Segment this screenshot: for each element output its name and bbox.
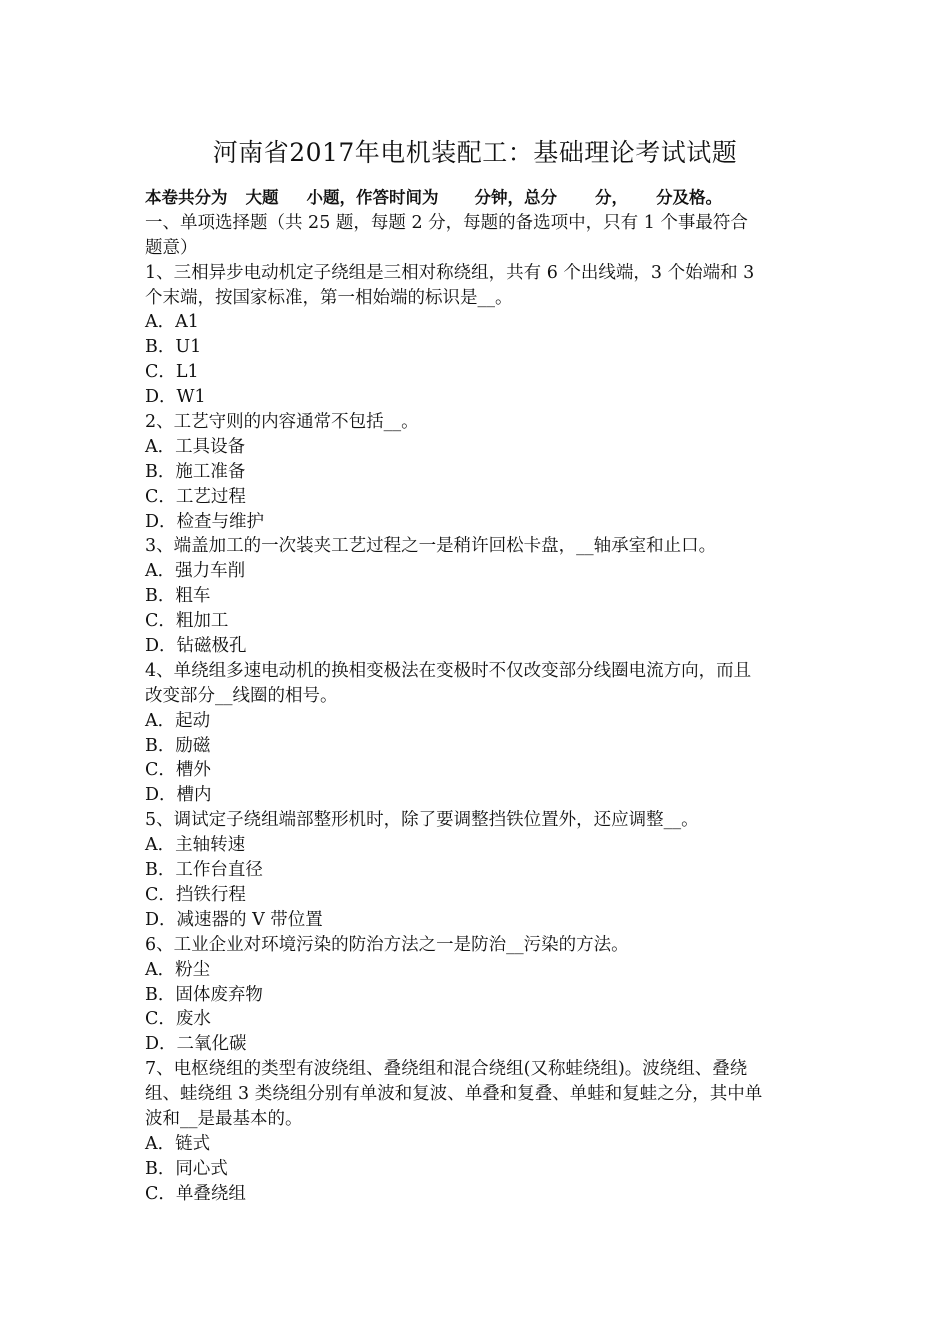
answer-option: C．单叠绕组: [145, 1183, 246, 1204]
answer-option: D．槽内: [145, 785, 212, 806]
answer-option: B．同心式: [145, 1158, 228, 1179]
intro-part-1: 本卷共分为: [145, 188, 228, 207]
answer-option: A．粉尘: [145, 959, 211, 980]
exam-intro: [145, 186, 810, 211]
question-item: [145, 534, 810, 658]
question-item: [145, 808, 810, 932]
answer-option: A．工具设备: [145, 436, 246, 457]
question-text-line: 改变部分__线圈的相号。: [145, 685, 338, 706]
question-list: [145, 261, 810, 1207]
answer-option: A．强力车削: [145, 561, 246, 582]
answer-option: A．链式: [145, 1133, 211, 1154]
intro-part-5: 分，: [595, 188, 628, 207]
question-item: [145, 1057, 810, 1206]
answer-option: B．施工准备: [145, 461, 246, 482]
answer-option: B．固体废弃物: [145, 984, 263, 1005]
answer-option: A．起动: [145, 710, 211, 731]
question-text-line: 个末端，按国家标准，第一相始端的标识是__。: [145, 287, 513, 308]
answer-option: B．U1: [145, 337, 202, 358]
intro-part-6: 分及格。: [656, 188, 722, 207]
intro-part-2: 大题: [245, 188, 279, 207]
answer-option: C．工艺过程: [145, 486, 246, 507]
answer-option: A．A1: [145, 312, 199, 333]
answer-option: B．粗车: [145, 586, 211, 607]
section-heading-line-2: 题意）: [145, 237, 198, 258]
question-text-line: 波和__是最基本的。: [145, 1108, 303, 1129]
answer-option: C．废水: [145, 1009, 211, 1030]
answer-option: D．二氧化碳: [145, 1034, 247, 1055]
question-text-line: 2、工艺守则的内容通常不包括__。: [145, 412, 419, 433]
answer-option: D．W1: [145, 387, 206, 408]
document-body: [145, 186, 810, 1207]
document-title: 河南省2017年电机装配工：基础理论考试试题: [212, 138, 738, 167]
answer-option: C．粗加工: [145, 611, 229, 632]
answer-option: C．L1: [145, 362, 199, 383]
answer-option: D．减速器的 V 带位置: [145, 909, 323, 930]
question-item: [145, 410, 810, 534]
section-heading-line-1: 一、单项选择题（共 25 题，每题 2 分，每题的备选项中，只有 1 个事最符合: [145, 212, 748, 233]
answer-option: D．钻磁极孔: [145, 636, 247, 657]
answer-option: C．挡铁行程: [145, 884, 246, 905]
question-text-line: 5、调试定子绕组端部整形机时，除了要调整挡铁位置外，还应调整__。: [145, 810, 699, 831]
question-text-line: 1、三相异步电动机定子绕组是三相对称绕组，共有 6 个出线端，3 个始端和 3: [145, 262, 755, 283]
question-text-line: 7、电枢绕组的类型有波绕组、叠绕组和混合绕组(又称蛙绕组)。波绕组、叠绕: [145, 1059, 748, 1080]
question-text-line: 6、工业企业对环境污染的防治方法之一是防治__污染的方法。: [145, 934, 629, 955]
intro-part-4: 分钟，总分: [474, 188, 557, 207]
answer-option: A．主轴转速: [145, 835, 246, 856]
answer-option: C．槽外: [145, 760, 211, 781]
question-item: [145, 933, 810, 1057]
question-item: [145, 261, 810, 410]
answer-option: B．励磁: [145, 735, 211, 756]
question-text-line: 3、端盖加工的一次装夹工艺过程之一是稍许回松卡盘，__轴承室和止口。: [145, 536, 717, 557]
question-text-line: 组、蛙绕组 3 类绕组分别有单波和复波、单叠和复叠、单蛙和复蛙之分，其中单: [145, 1084, 763, 1105]
answer-option: B．工作台直径: [145, 860, 263, 881]
question-item: [145, 659, 810, 808]
intro-part-3: 小题，作答时间为: [306, 188, 439, 207]
question-text-line: 4、单绕组多速电动机的换相变极法在变极时不仅改变部分线圈电流方向，而且: [145, 660, 752, 681]
answer-option: D．检查与维护: [145, 511, 265, 532]
